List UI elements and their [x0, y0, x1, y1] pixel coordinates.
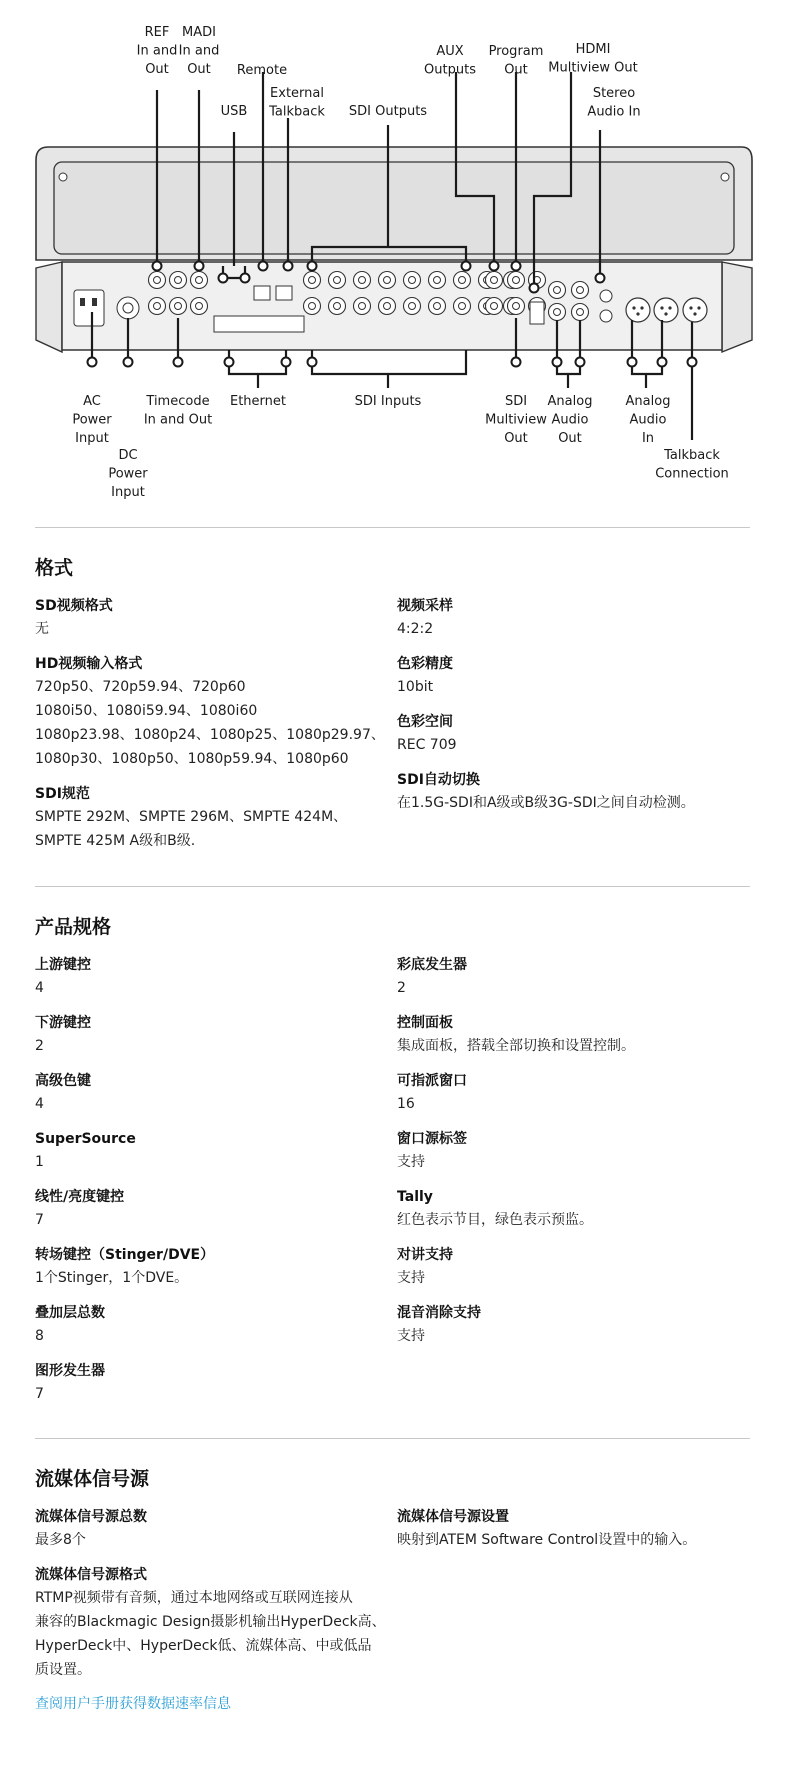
user-manual-link[interactable]: 查阅用户手册获得数据速率信息: [35, 1696, 231, 1712]
callout-dot: [512, 262, 521, 271]
spec-label: 可指派窗口: [397, 1073, 467, 1089]
label-line: Outputs: [424, 62, 476, 78]
xlr-pin: [636, 312, 639, 315]
spec-item: [35, 1187, 395, 1232]
spec-item: [35, 955, 395, 1000]
spec-value-line: 红色表示节目，绿色表示预监。: [397, 1212, 593, 1228]
spec-item: [397, 1071, 757, 1116]
callout-dot: [490, 262, 499, 271]
spec-label: 对讲支持: [397, 1247, 453, 1263]
xlr-pin: [632, 306, 635, 309]
xlr-pin: [660, 306, 663, 309]
product-left-column: [35, 955, 395, 1419]
label-line: Audio In: [587, 104, 641, 120]
label-line: Out: [504, 431, 528, 446]
spec-value-line: 1080p30、1080p50、1080p59.94、1080p60: [35, 751, 349, 767]
label-line: Program: [488, 44, 544, 59]
spec-value: [397, 617, 757, 641]
label-line: Input: [111, 485, 145, 500]
spec-label: SuperSource: [35, 1131, 136, 1147]
spec-label: SDI规范: [35, 786, 90, 802]
section-title-format: 格式: [35, 557, 74, 579]
spec-label: 下游键控: [35, 1015, 91, 1031]
spec-label: HD视频输入格式: [35, 656, 143, 672]
spec-item: [397, 1507, 757, 1552]
label-line: In and: [178, 43, 220, 59]
dc-power-socket: [117, 297, 139, 319]
spec-label: 控制面板: [397, 1015, 453, 1031]
callout-dot: [88, 358, 97, 367]
callout-dot: [576, 358, 585, 367]
spec-value-line: 7: [35, 1212, 44, 1228]
bnc-connector: [149, 298, 166, 315]
hdmi-port: [530, 302, 544, 324]
spec-value-line: 质设置。: [35, 1662, 91, 1678]
spec-item: [35, 1361, 395, 1406]
spec-item: [397, 955, 757, 1000]
label-line: In: [641, 431, 655, 446]
product-right-column: [397, 955, 757, 1361]
xlr-pin: [640, 306, 643, 309]
xlr-pin: [668, 306, 671, 309]
spec-label: 视频采样: [397, 598, 453, 614]
spec-value-line: 1080i50、1080i59.94、1080i60: [35, 703, 258, 719]
bnc-connector: [486, 272, 503, 289]
sdi-input-connector: [429, 298, 446, 315]
spec-item: [35, 1507, 395, 1552]
spec-item: [397, 1303, 757, 1348]
label-line: Connection: [655, 466, 729, 482]
label-line: Out: [504, 62, 528, 78]
sdi-input-connector: [454, 298, 471, 315]
spec-value-line: 1个Stinger，1个DVE。: [35, 1270, 189, 1286]
spec-label: 流媒体信号源总数: [35, 1509, 147, 1525]
label-line: AUX: [436, 44, 464, 59]
xlr-pin: [693, 312, 696, 315]
spec-item: [397, 1129, 757, 1174]
callout-dot: [282, 358, 291, 367]
spec-label: 混音消除支持: [397, 1305, 481, 1321]
spec-label: 流媒体信号源设置: [397, 1509, 509, 1525]
label-line: Ethernet: [230, 394, 286, 409]
xlr-pin: [697, 306, 700, 309]
label-line: Analog: [547, 394, 593, 409]
analog-audio-out-connector: [572, 304, 589, 321]
xlr-connector: [654, 298, 678, 322]
spec-value: [397, 675, 757, 699]
label-line: Talkback: [664, 448, 720, 463]
label-line: Stereo: [592, 86, 636, 101]
spec-value: [35, 1266, 395, 1290]
format-right-column: [397, 596, 757, 828]
callout-dot: [195, 262, 204, 271]
spec-label: 流媒体信号源格式: [35, 1567, 147, 1583]
callout-dot: [462, 262, 471, 271]
label-line: SDI Inputs: [354, 394, 422, 409]
spec-value: [397, 1324, 757, 1348]
label-sdi-outputs: [349, 104, 427, 119]
label-line: Multiview Out: [548, 60, 638, 76]
spec-item: [35, 1129, 395, 1174]
analog-audio-out-connector: [549, 304, 566, 321]
spec-value-line: 2: [35, 1038, 44, 1054]
analog-audio-out-connector: [572, 282, 589, 299]
label-ac-power-input: [72, 394, 112, 446]
bnc-connector: [486, 298, 503, 315]
spec-value: [397, 976, 757, 1000]
bnc-connector: [508, 298, 525, 315]
spec-value-line: SMPTE 292M、SMPTE 296M、SMPTE 424M、: [35, 809, 348, 825]
label-analog-audio-in: [626, 394, 671, 446]
spec-label: 高级色键: [35, 1073, 91, 1089]
spec-label: 窗口源标签: [397, 1131, 467, 1147]
spec-value: [35, 976, 395, 1000]
label-line: Out: [145, 62, 169, 77]
label-line: Multiview: [485, 412, 547, 428]
spec-value-line: 4: [35, 980, 44, 996]
sdi-output-connector: [354, 272, 371, 289]
label-line: AC: [83, 394, 101, 409]
label-line: Timecode: [146, 394, 210, 409]
sdi-input-connector: [304, 298, 321, 315]
bnc-connector: [170, 272, 187, 289]
spec-value-line: 支持: [397, 1270, 425, 1286]
spec-item: [397, 1013, 757, 1058]
spec-item: [35, 654, 395, 771]
callout-dot: [219, 274, 228, 283]
console-side-wing-left: [36, 262, 62, 352]
spec-item: [35, 596, 395, 641]
spec-value-line: RTMP视频带有音频，通过本地网络或互联网连接从: [35, 1590, 353, 1606]
spec-value-line: 集成面板，搭载全部切换和设置控制。: [397, 1038, 635, 1054]
spec-item: [397, 1187, 757, 1232]
bnc-connector: [149, 272, 166, 289]
callout-dot: [658, 358, 667, 367]
label-line: Talkback: [269, 104, 325, 120]
spec-value: [35, 1150, 395, 1174]
callout-dot: [628, 358, 637, 367]
spec-value: [35, 1208, 395, 1232]
sdi-output-connector: [329, 272, 346, 289]
spec-item: [35, 1071, 395, 1116]
label-line: Power: [72, 412, 112, 428]
ethernet-bracket: [229, 350, 286, 374]
label-line: Audio: [551, 412, 589, 428]
label-line: Analog: [625, 394, 671, 409]
label-external-talkback: [268, 86, 325, 120]
callout-dot: [530, 284, 539, 293]
spec-value: [35, 1034, 395, 1058]
sdi-output-connector: [379, 272, 396, 289]
xlr-connector: [626, 298, 650, 322]
label-line: DC: [118, 448, 138, 463]
spec-value: [397, 1266, 757, 1290]
sdi-output-connector: [454, 272, 471, 289]
spec-value: [35, 617, 395, 641]
label-ref: [137, 25, 178, 77]
label-talkback-connection: [655, 448, 729, 482]
spec-value-line: 10bit: [397, 679, 434, 695]
spec-label: 彩底发生器: [397, 957, 467, 973]
spec-label: 转场键控（Stinger/DVE）: [35, 1247, 215, 1263]
bnc-connector: [170, 298, 187, 315]
rear-panel-diagram: [0, 0, 790, 510]
spec-value: [35, 805, 395, 853]
label-madi: [179, 25, 220, 77]
spec-value-line: 在1.5G-SDI和A级或B级3G-SDI之间自动检测。: [397, 795, 695, 811]
callout-dot: [124, 358, 133, 367]
xlr-pin: [689, 306, 692, 309]
spec-value-line: 4: [35, 1096, 44, 1112]
divider: [35, 1438, 750, 1439]
label-line: In and: [136, 43, 178, 59]
sdi-inputs-bracket: [312, 350, 466, 374]
label-usb: [221, 104, 248, 119]
label-line: Input: [75, 431, 109, 446]
label-remote: [237, 63, 287, 78]
label-aux-outputs: [424, 44, 476, 78]
spec-value: [35, 1528, 395, 1552]
spec-item: [397, 596, 757, 641]
stereo-audio-in-connector: [600, 310, 612, 322]
spec-value-line: 兼容的Blackmagic Design摄影机输出HyperDeck高、: [35, 1614, 386, 1630]
spec-value: [397, 1528, 757, 1552]
label-line: Power: [108, 466, 148, 482]
callout-dot: [308, 262, 317, 271]
section-title-streaming: 流媒体信号源: [35, 1468, 150, 1490]
label-ethernet: [230, 394, 286, 409]
spec-item: [35, 1245, 395, 1290]
callout-dot: [553, 358, 562, 367]
label-dc-power-input: [108, 448, 148, 500]
spec-label: 图形发生器: [35, 1363, 105, 1379]
spec-label: SDI自动切换: [397, 772, 480, 788]
callout-dot: [596, 274, 605, 283]
label-line: External: [270, 86, 324, 101]
spec-item: [35, 1565, 395, 1682]
sdi-input-connector: [379, 298, 396, 315]
spec-value-line: 4:2:2: [397, 621, 434, 637]
spec-item: [397, 1245, 757, 1290]
spec-item: [35, 784, 395, 853]
callout-dot: [153, 262, 162, 271]
label-line: Out: [558, 431, 582, 446]
spec-value-line: REC 709: [397, 737, 457, 753]
spec-value: [35, 675, 395, 771]
label-sdi-inputs: [355, 394, 422, 409]
label-line: Remote: [236, 63, 288, 78]
spec-item: [35, 1013, 395, 1058]
callout-dot: [284, 262, 293, 271]
spec-value: [35, 1092, 395, 1116]
callout-dot: [688, 358, 697, 367]
callout-dot: [241, 274, 250, 283]
spec-value-line: 无: [35, 621, 49, 637]
spec-value-line: 映射到ATEM Software Control设置中的输入。: [397, 1532, 697, 1548]
spec-label: 色彩精度: [397, 656, 453, 672]
format-left-column: [35, 596, 395, 866]
sdi-input-connector: [404, 298, 421, 315]
spec-value: [397, 1208, 757, 1232]
spec-value: [397, 1034, 757, 1058]
spec-value-line: HyperDeck中、HyperDeck低、流媒体高、中或低品: [35, 1638, 372, 1654]
sdi-input-connector: [354, 298, 371, 315]
bnc-connector: [191, 298, 208, 315]
sdi-input-connector: [329, 298, 346, 315]
spec-label: 线性/亮度键控: [35, 1189, 125, 1205]
spec-item: [397, 712, 757, 757]
spec-value-line: 7: [35, 1386, 44, 1402]
spec-value-line: 16: [397, 1096, 415, 1112]
callout-dot: [512, 358, 521, 367]
spec-value-line: 支持: [397, 1328, 425, 1344]
spec-value-line: 最多8个: [35, 1532, 86, 1548]
spec-label: 色彩空间: [397, 714, 453, 730]
divider: [35, 886, 750, 887]
ac-power-socket: [74, 290, 104, 326]
sdi-output-connector: [429, 272, 446, 289]
label-analog-audio-out: [548, 394, 593, 446]
console-side-wing-right: [722, 262, 752, 352]
spec-value-line: 2: [397, 980, 406, 996]
label-line: SDI: [504, 394, 528, 409]
sdi-output-connector: [404, 272, 421, 289]
callout-dot: [225, 358, 234, 367]
callout-dot: [259, 262, 268, 271]
label-line: USB: [220, 104, 248, 119]
label-timecode-in-out: [144, 394, 212, 428]
spec-value-line: 8: [35, 1328, 44, 1344]
spec-value: [397, 791, 757, 815]
callout-dot: [308, 358, 317, 367]
analog-audio-out-connector: [549, 282, 566, 299]
label-line: Audio: [629, 412, 667, 428]
spec-item: [397, 770, 757, 815]
spec-item: [397, 654, 757, 699]
label-sdi-multiview-out: [485, 394, 547, 446]
spec-value: [35, 1586, 395, 1682]
spec-label: SD视频格式: [35, 598, 113, 614]
spec-label: 上游键控: [35, 957, 91, 973]
spec-label: 叠加层总数: [35, 1305, 105, 1321]
spec-item: [35, 1303, 395, 1348]
stereo-audio-in-connector: [600, 290, 612, 302]
label-line: SDI Outputs: [348, 104, 428, 119]
sdi-output-connector: [304, 272, 321, 289]
callout-dot: [174, 358, 183, 367]
label-stereo-audio-in: [587, 86, 640, 120]
spec-value-line: 720p50、720p59.94、720p60: [35, 679, 246, 695]
spec-value-line: 1: [35, 1154, 44, 1170]
streaming-right-column: [397, 1507, 757, 1565]
spec-value: [35, 1324, 395, 1348]
spec-value: [35, 1382, 395, 1406]
spec-label: Tally: [397, 1189, 433, 1205]
label-line: In and Out: [143, 412, 213, 428]
label-program-out: [489, 44, 544, 78]
label-line: Out: [187, 62, 211, 77]
xlr-pin: [664, 312, 667, 315]
label-line: REF: [144, 25, 170, 40]
bnc-connector: [191, 272, 208, 289]
label-line: HDMI: [575, 42, 611, 57]
streaming-left-column: [35, 1507, 395, 1695]
spec-value-line: SMPTE 425M A级和B级.: [35, 833, 196, 849]
divider: [35, 527, 750, 528]
section-title-product: 产品规格: [35, 916, 112, 938]
xlr-connector: [683, 298, 707, 322]
label-line: MADI: [182, 25, 216, 40]
spec-value: [397, 1092, 757, 1116]
label-hdmi-multiview-out: [548, 42, 637, 76]
spec-value: [397, 733, 757, 757]
spec-value-line: 支持: [397, 1154, 425, 1170]
spec-value: [397, 1150, 757, 1174]
spec-value-line: 1080p23.98、1080p24、1080p25、1080p29.97、: [35, 727, 385, 743]
bnc-connector: [508, 272, 525, 289]
